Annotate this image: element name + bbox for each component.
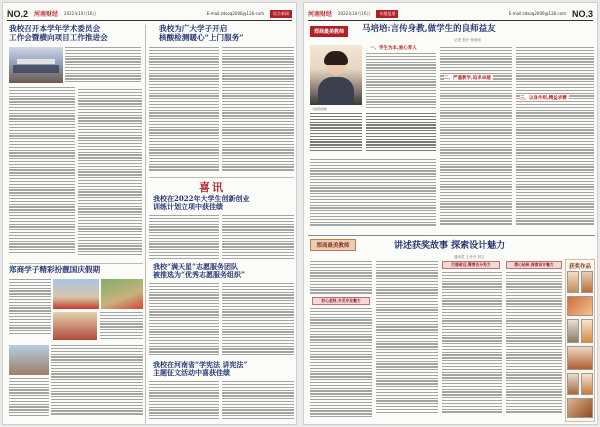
good-news-title: 喜讯 <box>199 181 225 194</box>
sub-head-2: 二、严谨教学,追求卓越 <box>444 76 491 81</box>
award-work-7 <box>567 373 579 395</box>
article-text <box>9 378 49 421</box>
headline-national-day <box>9 266 100 275</box>
headline-line: 我校“满天星”志愿服务团队 <box>153 262 239 271</box>
headline-line: 我校在2022年大学生创新创业 <box>153 194 250 203</box>
headline-line: 我校召开本学年学术委员会 <box>9 24 101 33</box>
article-text <box>376 261 438 421</box>
column-rule <box>145 25 146 423</box>
headline-line: 我校为广大学子开启 <box>159 24 228 33</box>
sub-head-3: 三、以身作则,精益求精 <box>520 96 567 101</box>
ribbon-1: 初心坚持,方见专业魅力 <box>312 297 370 305</box>
award-work-6 <box>567 346 593 370</box>
article-text <box>149 215 219 261</box>
masthead: 河南财经 <box>308 11 333 18</box>
headline-line: 训练计划立项中获佳绩 <box>153 202 223 212</box>
article-text <box>149 47 219 175</box>
award-work-4 <box>567 319 579 343</box>
contact-email: E-mail:zdsoq2006@126.com <box>206 11 264 16</box>
section-tag: 综合新闻 <box>270 10 292 18</box>
awards-title: 获奖作品 <box>568 264 591 270</box>
headline-story: 讲述获奖故事 探索设计魅力 <box>394 241 506 251</box>
award-work-5 <box>581 319 593 343</box>
article-text <box>310 159 436 229</box>
article-text <box>222 47 294 175</box>
article-text <box>65 47 141 87</box>
teacher-portrait <box>310 45 362 105</box>
contact-email: E-mail:zdsoq2006@126.com <box>508 11 566 16</box>
page-number: NO.3 <box>571 8 593 19</box>
ribbon-2: 行稳致远,需要百分努力 <box>442 261 500 269</box>
headline-line: 我校在河南省“学宪法 讲宪法” <box>153 360 248 369</box>
masthead: 河南财经 <box>34 11 59 18</box>
headline-line: 主题征文活动中喜获佳绩 <box>153 368 230 378</box>
right-newspaper-page <box>303 2 598 425</box>
article-text <box>51 345 143 421</box>
headline-constitution <box>153 361 248 377</box>
award-work-2 <box>581 271 593 293</box>
byline: 记者 张开 张雨雨 <box>454 38 481 42</box>
section-tag: 专题报道 <box>376 10 398 18</box>
sub-head-1: 一、学生为本,爱心育人 <box>370 46 417 51</box>
article-text <box>100 312 143 342</box>
left-page-header <box>7 7 292 21</box>
headline-line: 被推选为“优秀志愿服务组织” <box>153 270 246 280</box>
headline-main-teacher: 马培培:言传身教,做学生的良师益友 <box>362 24 496 34</box>
article-text <box>149 381 219 421</box>
page-number: NO.2 <box>7 8 29 19</box>
headline-volunteer <box>153 263 245 279</box>
right-page-header <box>308 7 593 21</box>
holiday-photo-4 <box>9 345 49 375</box>
issue-date: 2022年10月16日 <box>64 10 97 16</box>
headline-line: 工作会暨横向项目工作推进会 <box>9 32 108 42</box>
intro-text <box>366 113 436 155</box>
article-text <box>310 308 372 422</box>
headline-academic-committee <box>9 25 108 42</box>
article-text <box>149 283 219 359</box>
article-text <box>222 381 294 421</box>
award-work-1 <box>567 271 579 293</box>
feature-tag: 郑商最美教师 <box>310 26 348 37</box>
article-text <box>78 89 142 259</box>
article-text <box>310 261 372 295</box>
article-text <box>222 283 294 359</box>
award-work-3 <box>567 296 593 316</box>
holiday-photo-1 <box>53 279 99 309</box>
section-rule <box>308 235 595 236</box>
article-text <box>516 47 594 233</box>
award-work-9 <box>567 398 593 418</box>
article-text <box>442 272 502 422</box>
headline-line: 核酸检测暖心“上门服务” <box>159 32 244 42</box>
article-text <box>366 53 436 111</box>
article-text <box>222 215 294 261</box>
banner-tag: 郑商最美教师 <box>310 239 356 251</box>
holiday-photo-3 <box>53 312 97 340</box>
award-work-8 <box>581 373 593 395</box>
headline-nucleic-test <box>159 25 244 42</box>
section-rule <box>9 263 143 264</box>
article-text <box>506 272 562 422</box>
article-text <box>9 279 51 339</box>
headline-innovation <box>153 195 249 211</box>
meeting-photo <box>9 47 63 83</box>
intro-text <box>310 113 362 155</box>
section-rule <box>149 177 294 178</box>
ribbon-3: 潜心钻研,探索设计魅力 <box>506 261 562 269</box>
article-text <box>9 87 75 259</box>
issue-date: 2022年10月16日 <box>338 10 371 16</box>
photo-caption: 马培培老师 <box>312 107 328 111</box>
headline-line: 郑商学子精彩扮靓国庆假期 <box>9 265 101 274</box>
holiday-photo-2 <box>101 279 143 309</box>
left-newspaper-page <box>2 2 297 425</box>
byline: 通讯员 王丹丹 刘文 <box>454 255 485 259</box>
